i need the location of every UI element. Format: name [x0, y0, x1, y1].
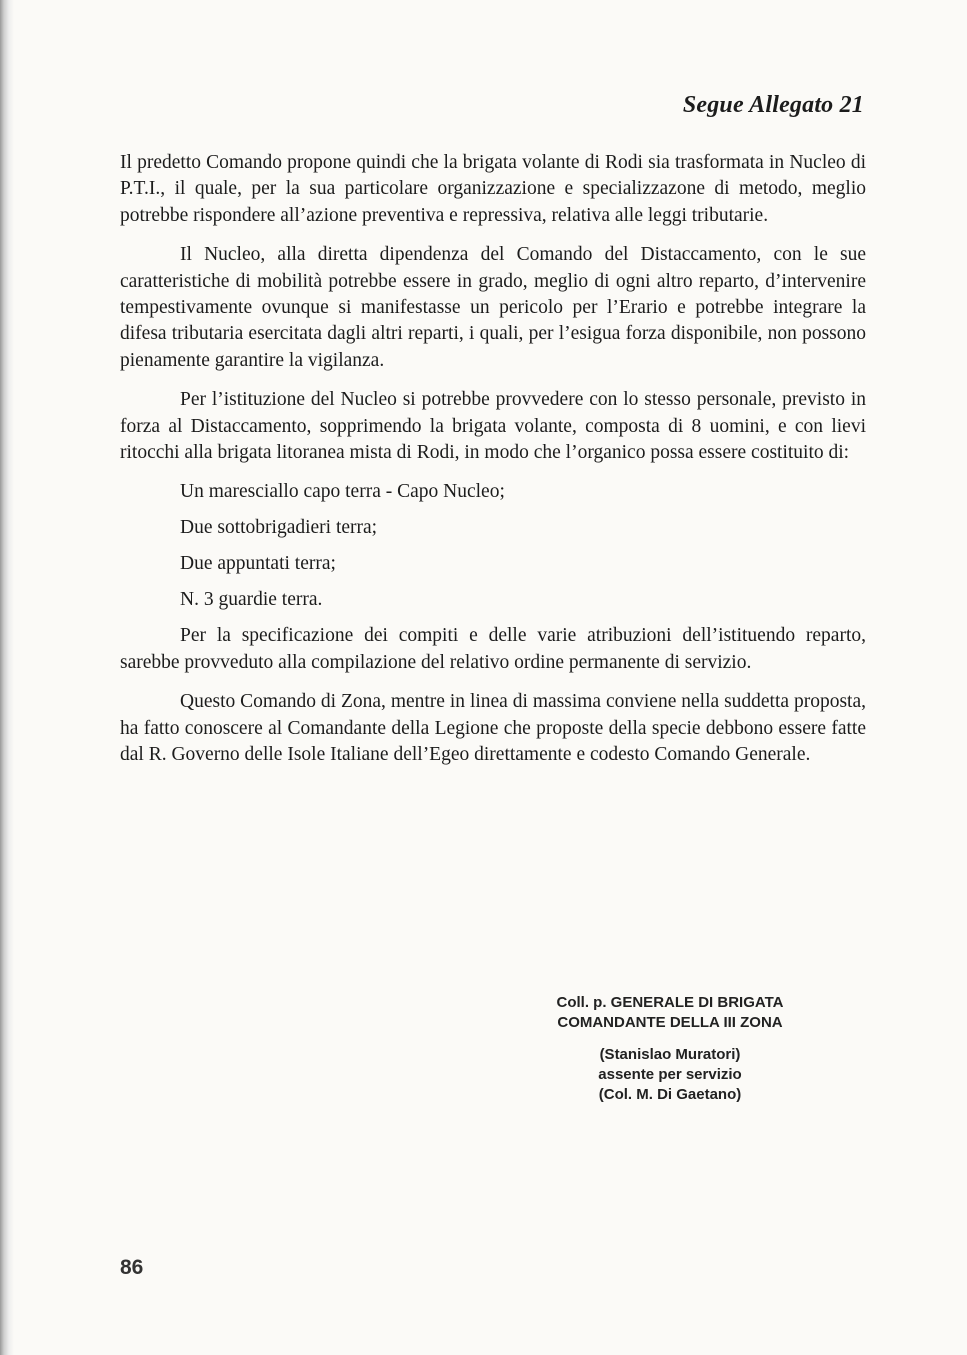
signature-signer: (Col. M. Di Gaetano): [598, 1086, 742, 1103]
staff-list-item: Due appuntati terra;: [180, 553, 336, 575]
signature-title-2: COMANDANTE DELLA III ZONA: [557, 1014, 783, 1031]
signature-block: [500, 993, 840, 1105]
staff-list: [120, 479, 866, 613]
staff-list-item: Un maresciallo capo terra - Capo Nucleo;: [180, 481, 505, 503]
paragraph-4: Per la specificazione dei compiti e delle varie atribuzioni dell’istituendo reparto, sarebbe provveduto alla compilazione del relativo ordine permanente di servizio.: [120, 625, 866, 673]
staff-list-item: Due sottobrigadieri terra;: [180, 517, 378, 539]
paragraph-3: Per l’istituzione del Nucleo si potrebbe provvedere con lo stesso personale, previsto in forza al Distaccamento, sopprimendo la brigata volante, composta di 8 uomini, e con lievi ritocchi alla brigata litoranea mista di Rodi, in modo che l’organico possa essere costituito di:: [120, 389, 866, 464]
signature-title-1: Coll. p. GENERALE DI BRIGATA: [556, 994, 784, 1011]
page-header: Segue Allegato 21: [682, 92, 864, 118]
page-number: 86: [120, 1256, 144, 1279]
staff-list-item: N. 3 guardie terra.: [180, 589, 323, 611]
paragraph-5: Questo Comando di Zona, mentre in linea di massima conviene nella suddetta proposta, ha fatto conoscere al Comandante della Legione che proposte della specie debbono essere fatte dal R. Governo delle Isole Italiane dell’Egeo direttamente e codesto Comando Generale.: [120, 691, 866, 766]
document-body: [120, 150, 866, 782]
signature-name: (Stanislao Muratori): [599, 1046, 741, 1063]
page-binding-edge: [0, 0, 14, 1355]
signature-note: assente per servizio: [598, 1066, 742, 1083]
paragraph-1: Il predetto Comando propone quindi che la brigata volante di Rodi sia trasformata in Nucleo di P.T.I., il quale, per la sua particolare organizzazione e specializzazone di metodo, meglio potrebbe rispondere all’azione preventiva e repressiva, relativa alle leggi tributarie.: [120, 152, 866, 226]
paragraph-2: Il Nucleo, alla diretta dipendenza del Comando del Distaccamento, con le sue caratteristiche di mobilità potrebbe essere in grado, meglio di ogni altro reparto, d’intervenire tempestivamente ovunque si manifestasse un pericolo per l’Erario e potrebbe integrare la difesa tributaria esercitata dagli altri reparti, i quali, per l’esigua forza disponibile, non possono pienamente garantire la vigilanza.: [120, 244, 866, 371]
